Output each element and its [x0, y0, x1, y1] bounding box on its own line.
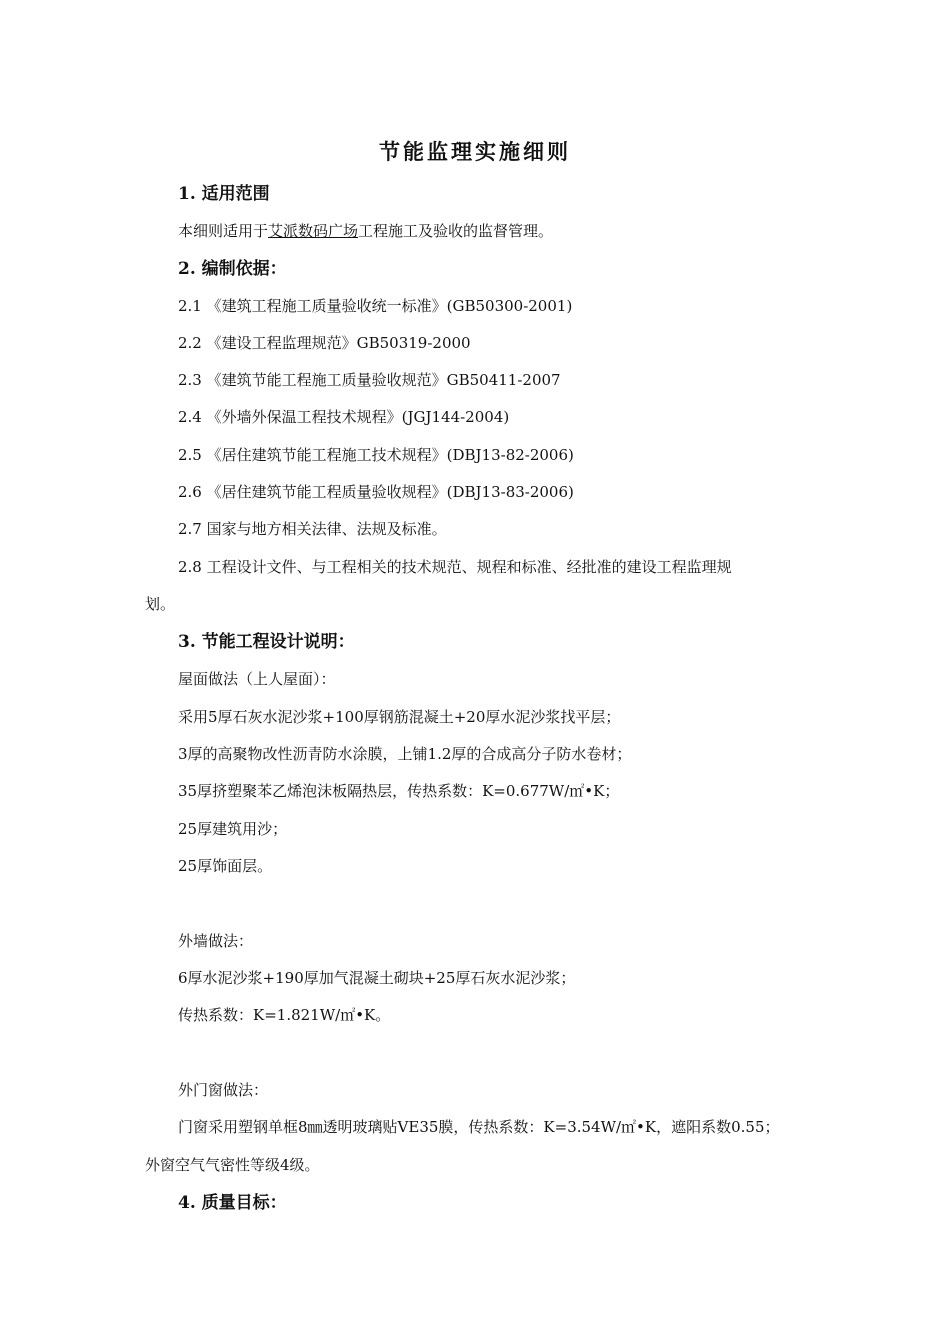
basis-item-2-8-continued: 划。	[145, 595, 176, 613]
basis-item-2-5: 2.5 《居住建筑节能工程施工技术规程》(DBJ13-82-2006)	[178, 446, 574, 464]
roof-line-5: 25厚饰面层。	[178, 857, 273, 875]
section-4-heading	[178, 1193, 848, 1213]
section-1-heading	[178, 184, 848, 204]
document-title: 节能监理实施细则	[379, 140, 571, 164]
section-2-title: 编制依据：	[201, 259, 287, 279]
section-3-number: 3.	[178, 632, 196, 652]
wall-line-1: 6厚水泥沙浆+190厚加气混凝土砌块+25厚石灰水泥沙浆；	[178, 969, 576, 987]
section-3-heading	[178, 632, 848, 652]
window-line-1: 门窗采用塑钢单框8㎜透明玻璃贴VE35膜，传热系数：K=3.54W/㎡•K，遮阳系数0.55；	[178, 1118, 780, 1136]
section-2-heading	[178, 259, 848, 279]
scope-text-after: 工程施工及验收的监督管理。	[358, 222, 554, 240]
project-name: 艾派数码广场	[268, 222, 359, 240]
basis-item-2-8: 2.8 工程设计文件、与工程相关的技术规范、规程和标准、经批准的建设工程监理规	[178, 558, 732, 576]
window-method-title: 外门窗做法：	[178, 1081, 269, 1099]
basis-item-2-2: 2.2 《建设工程监理规范》GB50319-2000	[178, 334, 471, 352]
roof-method-title: 屋面做法（上人屋面）：	[178, 670, 336, 688]
basis-item-2-4: 2.4 《外墙外保温工程技术规程》(JGJ144-2004)	[178, 408, 510, 426]
roof-line-3: 35厚挤塑聚苯乙烯泡沫板隔热层，传热系数：K=0.677W/㎡•K；	[178, 782, 620, 800]
section-1-title: 适用范围	[201, 184, 270, 204]
basis-item-2-3: 2.3 《建筑节能工程施工质量验收规范》GB50411-2007	[178, 371, 561, 389]
basis-item-2-7: 2.7 国家与地方相关法律、法规及标准。	[178, 520, 447, 538]
scope-text-before: 本细则适用于	[178, 222, 269, 240]
section-1-number: 1.	[178, 184, 196, 204]
roof-line-4: 25厚建筑用沙；	[178, 820, 288, 838]
window-line-2: 外窗空气气密性等级4级。	[145, 1156, 320, 1174]
wall-line-2: 传热系数：K=1.821W/㎡•K。	[178, 1006, 391, 1024]
section-2-number: 2.	[178, 259, 196, 279]
section-4-number: 4.	[178, 1193, 196, 1213]
roof-line-2: 3厚的高聚物改性沥青防水涂膜，上铺1.2厚的合成高分子防水卷材；	[178, 745, 632, 763]
section-3-title: 节能工程设计说明：	[201, 632, 355, 652]
wall-method-title: 外墙做法：	[178, 932, 254, 950]
roof-line-1: 采用5厚石灰水泥沙浆+100厚钢筋混凝土+20厚水泥沙浆找平层；	[178, 708, 621, 726]
section-4-title: 质量目标：	[201, 1193, 287, 1213]
section-1-text	[178, 221, 848, 241]
basis-item-2-1: 2.1 《建筑工程施工质量验收统一标准》(GB50300-2001)	[178, 297, 573, 315]
basis-item-2-6: 2.6 《居住建筑节能工程质量验收规程》(DBJ13-83-2006)	[178, 483, 574, 501]
